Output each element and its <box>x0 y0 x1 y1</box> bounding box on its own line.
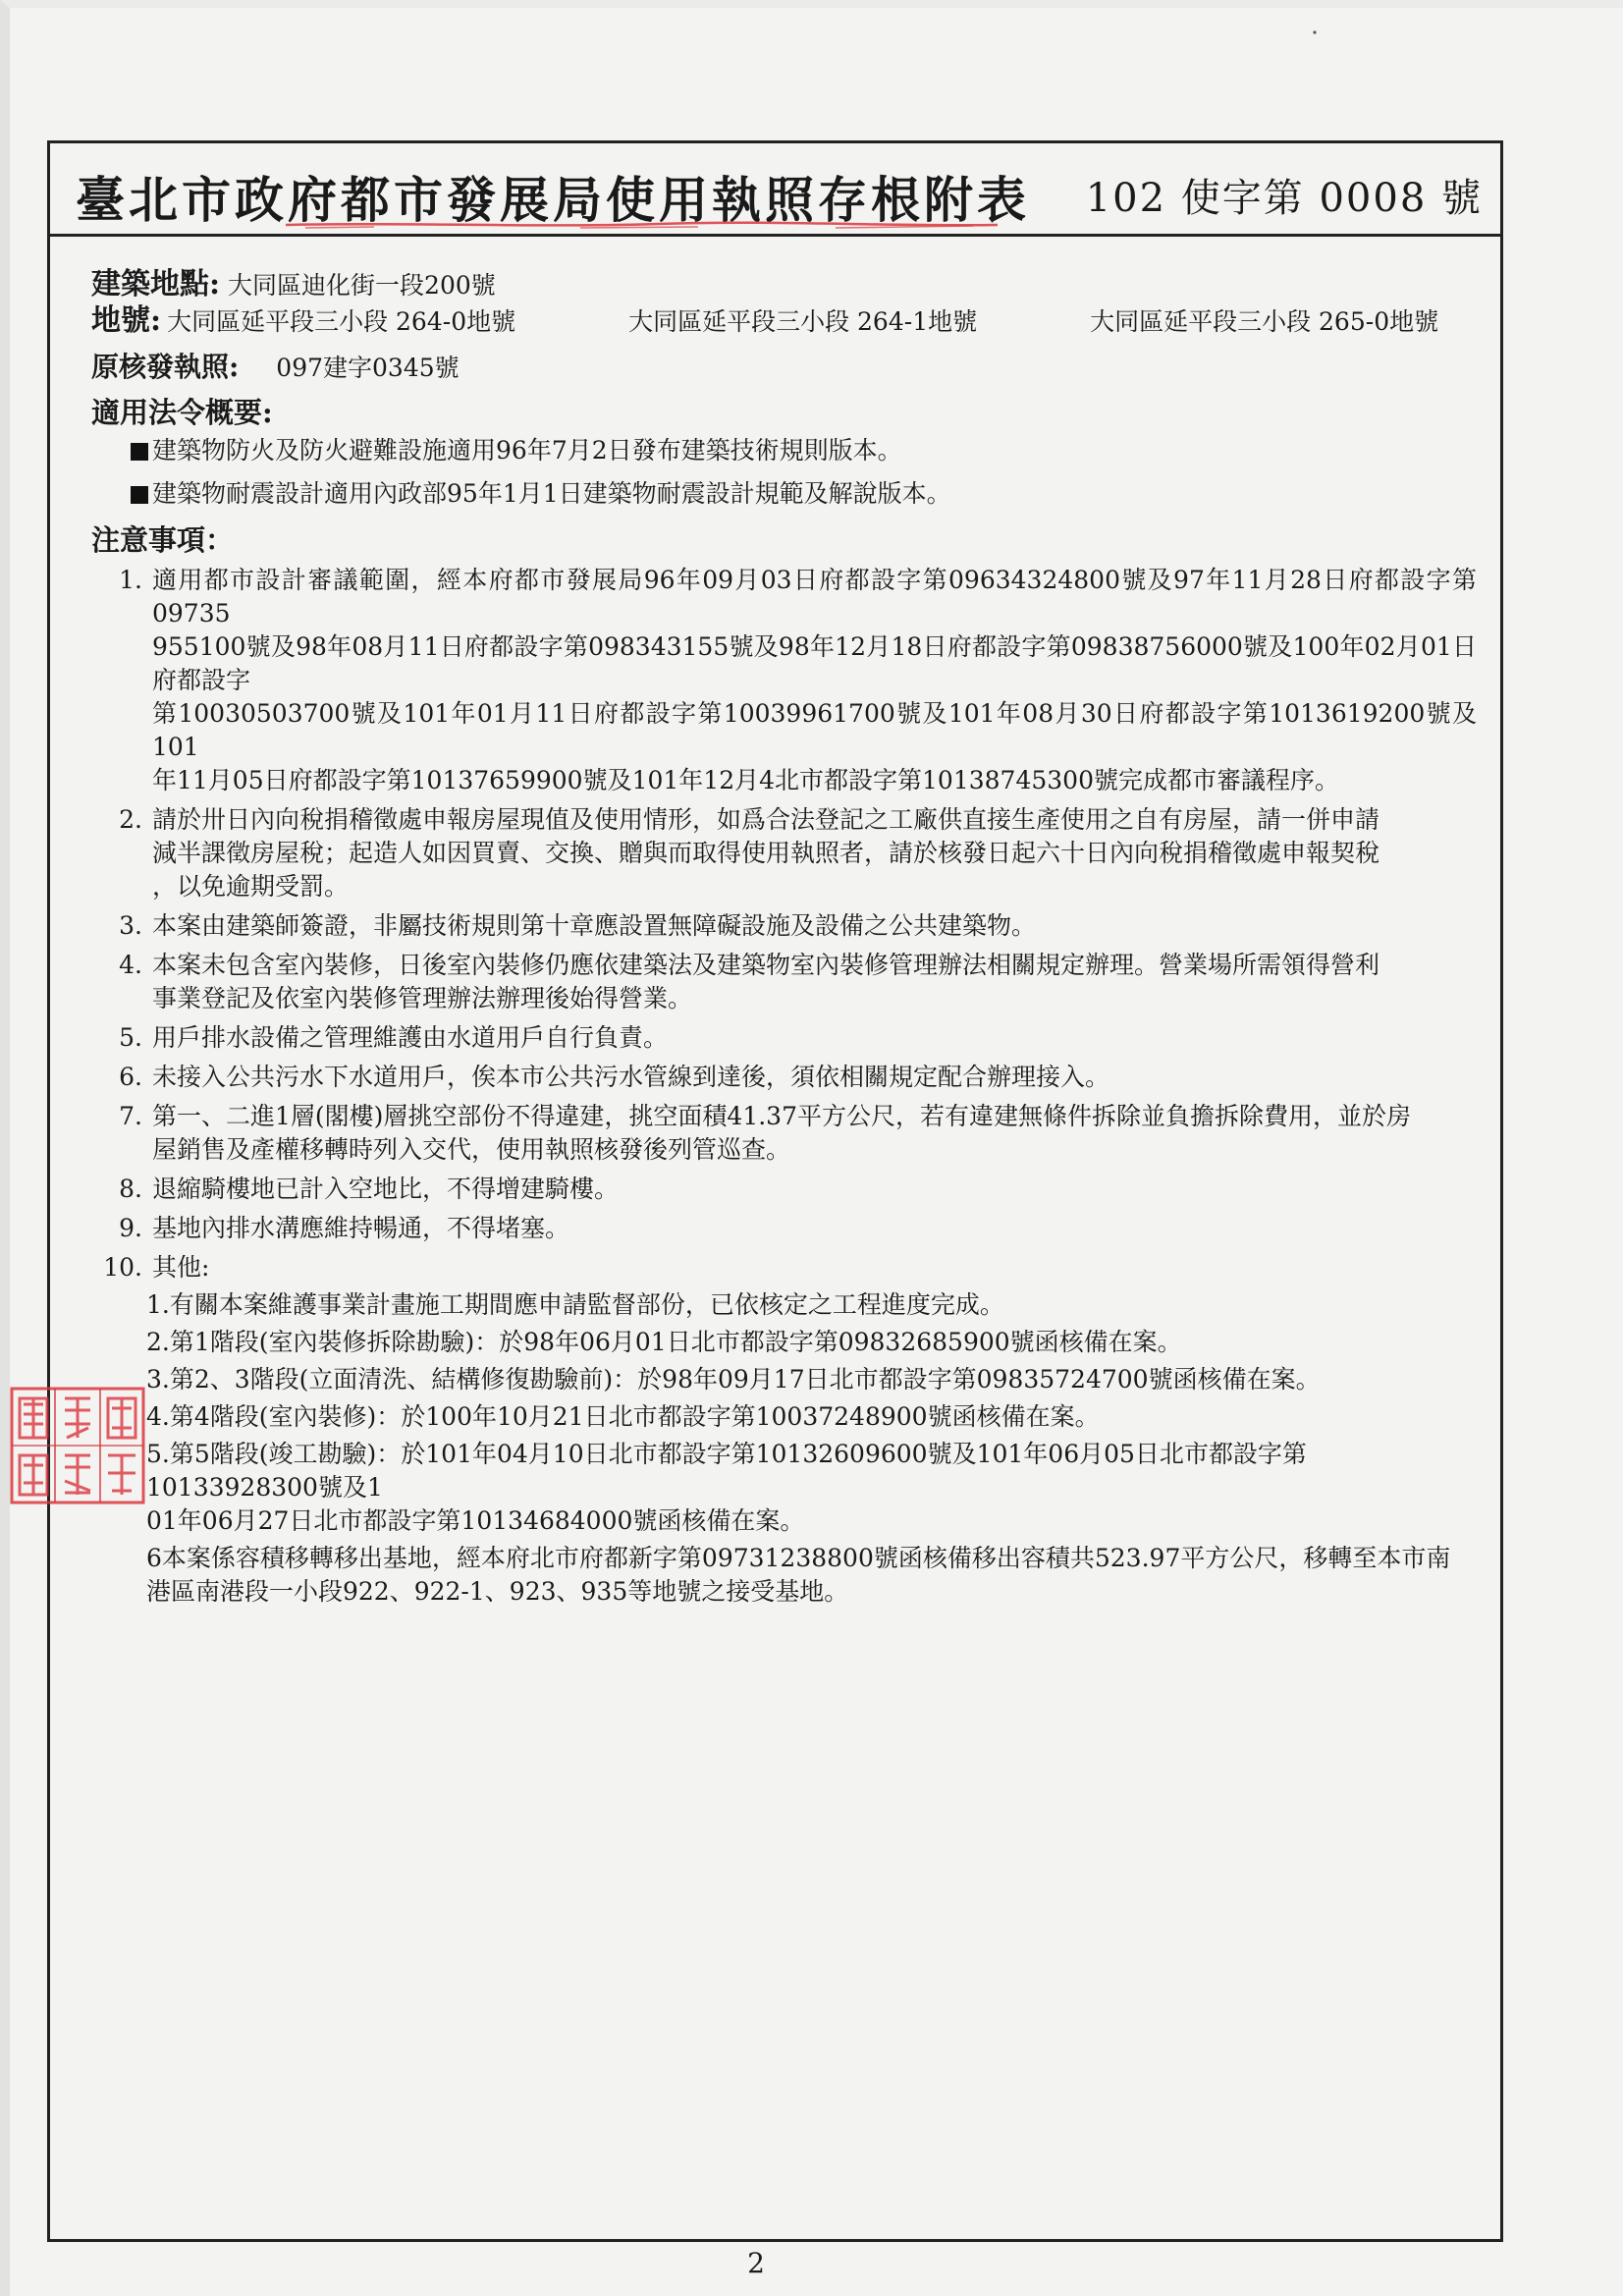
other-note-line: 2.第1階段(室內裝修拆除勘驗)：於98年06月01日北市都設字第09832685900號函核備在案。 <box>146 1328 1182 1356</box>
document-frame <box>47 140 1503 2242</box>
lot-label: 地號: <box>91 303 162 338</box>
other-note-line: 6本案係容積移轉移出基地，經本府北市府都新字第09731238800號函核備移出容積共523.97平方公尺，移轉至本市南 <box>146 1544 1451 1572</box>
note-text <box>152 1212 1477 1245</box>
square-bullet-icon <box>131 486 148 504</box>
lot-row <box>91 304 1477 339</box>
note-text <box>152 1251 1477 1285</box>
note-text <box>152 949 1477 1015</box>
address-row <box>91 268 1477 302</box>
note-line: 未接入公共污水下水道用戶，俟本市公共污水管線到達後，須依相關規定配合辦理接入。 <box>152 1063 1110 1091</box>
note-line: 第一、二進1層(閣樓)層挑空部份不得違建，挑空面積41.37平方公尺，若有違建無條件拆除並負擔拆除費用，並於房 <box>152 1102 1411 1130</box>
notes-heading: 注意事項： <box>91 523 235 557</box>
note-item <box>91 1061 1477 1094</box>
red-ink-underline <box>286 220 998 230</box>
note-text <box>152 1021 1477 1055</box>
note-number: 3. <box>119 911 142 940</box>
note-line: 年11月05日府都設字第10137659900號及101年12月4北市都設字第10138745300號完成都市審議程序。 <box>152 766 1339 794</box>
note-line: 本案由建築師簽證，非屬技術規則第十章應設置無障礙設施及設備之公共建築物。 <box>152 911 1037 940</box>
note-item <box>91 1212 1477 1245</box>
note-number: 9. <box>119 1214 142 1242</box>
note-item <box>91 1021 1477 1055</box>
note-number: 7. <box>119 1102 142 1130</box>
address-value: 大同區迪化街一段200號 <box>228 271 496 300</box>
note-line: 適用都市設計審議範圍，經本府都市發展局96年09月03日府都設字第09634324800號及97年11月28日府都設字第09735 <box>152 566 1477 628</box>
note-item <box>91 909 1477 943</box>
original-permit-label: 原核發執照: <box>91 351 240 383</box>
note-item <box>91 1100 1477 1167</box>
note-number: 1. <box>119 566 142 594</box>
official-seal-stamp <box>10 1385 145 1506</box>
note-line: 955100號及98年08月11日府都設字第098343155號及98年12月18日府都設字第09838756000號及100年02月01日府都設字 <box>152 632 1477 694</box>
laws-heading: 適用法令概要: <box>91 396 273 429</box>
note-line: 本案未包含室內裝修，日後室內裝修仍應依建築法及建築物室內裝修管理辦法相關規定辦理。營業場所需領得營利 <box>152 951 1380 979</box>
note-line: 減半課徵房屋稅；起造人如因買賣、交換、贈與而取得使用執照者，請於核發日起六十日內向稅捐稽徵處申報契稅 <box>152 839 1380 867</box>
note-item <box>91 803 1477 903</box>
other-note-line: 1.有關本案維護事業計畫施工期間應申請監督部份，已依核定之工程進度完成。 <box>146 1290 1004 1319</box>
note-number: 10. <box>103 1253 142 1282</box>
other-note-line: 港區南港段一小段922、922-1、923、935等地號之接受基地。 <box>146 1577 849 1606</box>
note-line: 基地內排水溝應維持暢通，不得堵塞。 <box>152 1214 570 1242</box>
law-text: 建築物防火及防火避難設施適用96年7月2日發布建築技術規則版本。 <box>152 436 902 465</box>
note-line: 用戶排水設備之管理維護由水道用戶自行負責。 <box>152 1023 669 1052</box>
note-line: 事業登記及依室內裝修管理辦法辦理後始得營業。 <box>152 984 693 1012</box>
original-permit-value: 097建字0345號 <box>276 354 460 382</box>
other-notes <box>91 1288 1477 1609</box>
note-item <box>91 1251 1477 1285</box>
other-note-line: 01年06月27日北市都設字第10134684000號函核備在案。 <box>146 1506 805 1535</box>
note-item <box>91 1173 1477 1206</box>
note-line: 屋銷售及產權移轉時列入交代，使用執照核發後列管巡查。 <box>152 1135 791 1164</box>
note-line: 其他: <box>152 1253 210 1282</box>
note-item <box>91 564 1477 797</box>
permit-number: 102 使字第 0008 號 <box>1085 176 1483 221</box>
note-text <box>152 1061 1477 1094</box>
note-text <box>152 909 1477 943</box>
address-label: 建築地點: <box>91 267 221 301</box>
original-permit-row <box>91 351 1477 385</box>
title-row <box>50 143 1500 237</box>
scan-speck <box>1312 29 1318 35</box>
note-text <box>152 564 1477 797</box>
note-line: 請於卅日內向稅捐稽徵處申報房屋現值及使用情形，如爲合法登記之工廠供直接生產使用之自有房屋，請一併申請 <box>152 805 1380 834</box>
note-number: 6. <box>119 1063 142 1091</box>
page-number: 2 <box>747 2247 765 2279</box>
notes-list <box>91 564 1477 1285</box>
document-title: 臺北市政府都市發展局使用執照存根附表 <box>76 171 1030 229</box>
note-number: 8. <box>119 1175 142 1203</box>
other-note-line: 4.第4階段(室內裝修)：於100年10月21日北市都設字第10037248900號函核備在案。 <box>146 1402 1100 1431</box>
note-number: 2. <box>119 805 142 834</box>
law-item <box>91 434 1477 467</box>
note-line: 第10030503700號及101年01月11日府都設字第10039961700號及101年08月30日府都設字第1013619200號及101 <box>152 699 1477 761</box>
other-note-line: 5.第5階段(竣工勘驗)：於101年04月10日北市都設字第10132609600號及101年06月05日北市都設字第10133928300號及1 <box>146 1440 1307 1502</box>
note-text <box>152 803 1477 903</box>
lot-item: 大同區延平段三小段 265-0地號 <box>1090 307 1439 336</box>
note-number: 5. <box>119 1023 142 1052</box>
note-line: ，以免逾期受罰。 <box>152 872 350 901</box>
law-item <box>91 477 1477 511</box>
other-note-line: 3.第2、3階段(立面清洗、結構修復勘驗前)：於98年09月17日北市都設字第09835724700號函核備在案。 <box>146 1365 1321 1394</box>
note-item <box>91 949 1477 1015</box>
note-line: 退縮騎樓地已計入空地比，不得增建騎樓。 <box>152 1175 620 1203</box>
law-text: 建築物耐震設計適用內政部95年1月1日建築物耐震設計規範及解說版本。 <box>152 479 951 508</box>
note-text <box>152 1173 1477 1206</box>
lot-item: 大同區延平段三小段 264-0地號 <box>167 307 516 336</box>
note-number: 4. <box>119 951 142 979</box>
document-body <box>50 237 1500 1609</box>
note-text <box>152 1100 1477 1167</box>
square-bullet-icon <box>131 443 148 461</box>
lot-item: 大同區延平段三小段 264-1地號 <box>628 307 978 336</box>
